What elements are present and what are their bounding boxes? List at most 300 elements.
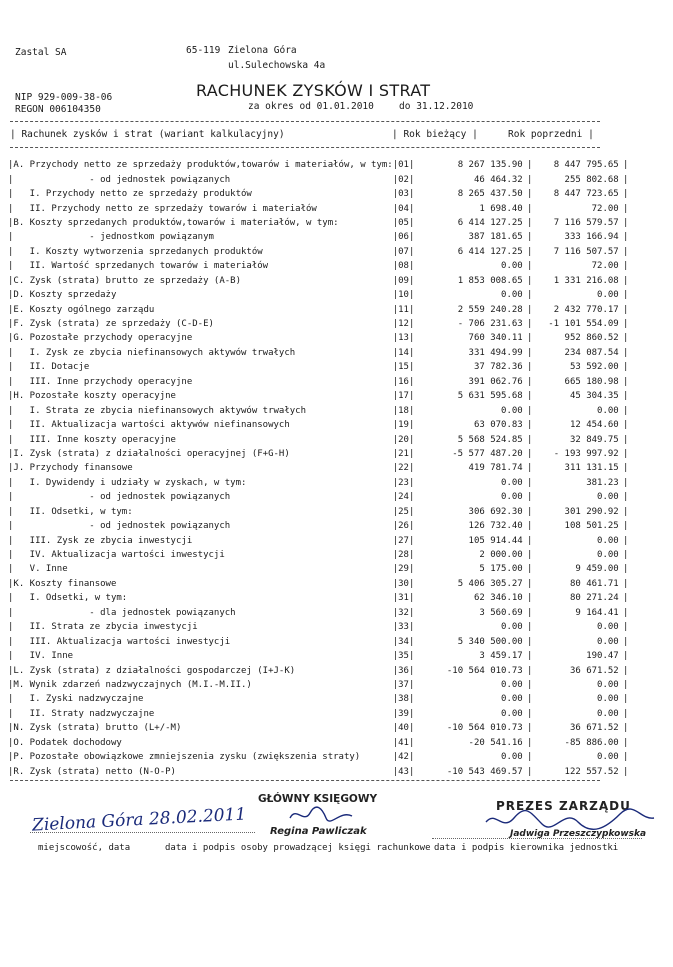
row-border: | bbox=[623, 578, 629, 589]
row-number: |20| bbox=[392, 434, 415, 445]
table-row bbox=[8, 216, 629, 230]
row-border: | bbox=[8, 535, 14, 546]
row-separator: | bbox=[527, 347, 533, 358]
row-number: |43| bbox=[392, 766, 415, 777]
header-previous: Rok poprzedni bbox=[508, 129, 583, 140]
table-row bbox=[8, 736, 629, 750]
row-number: |05| bbox=[392, 217, 415, 228]
row-number: |24| bbox=[392, 492, 415, 503]
row-border: | bbox=[8, 723, 14, 734]
row-label: I. Przychody netto ze sprzedaży produktów bbox=[13, 189, 252, 200]
place-date-line bbox=[30, 832, 255, 833]
row-current-value: - 706 231.63 bbox=[457, 319, 523, 330]
row-border: | bbox=[623, 304, 629, 315]
row-current-value: 0.00 bbox=[501, 290, 523, 301]
row-separator: | bbox=[527, 362, 533, 373]
row-label: - od jednostek powiązanych bbox=[13, 492, 231, 503]
table-row bbox=[8, 158, 629, 172]
row-border: | bbox=[623, 607, 629, 618]
row-border: | bbox=[8, 304, 14, 315]
row-separator: | bbox=[527, 737, 533, 748]
period-from: 01.01.2010 bbox=[316, 101, 374, 112]
row-border: | bbox=[623, 622, 629, 633]
row-label: B. Koszty sprzedanych produktów,towarów i materiałów, w tym: bbox=[13, 217, 339, 228]
row-label: I. Zyski nadzwyczajne bbox=[13, 694, 144, 705]
row-border: | bbox=[8, 275, 14, 286]
row-previous-value: 72.00 bbox=[591, 203, 619, 214]
company-street: ul.Sulechowska 4a bbox=[228, 60, 326, 71]
row-number: |23| bbox=[392, 477, 415, 488]
row-previous-value: 0.00 bbox=[597, 290, 619, 301]
row-previous-value: 7 116 507.57 bbox=[553, 246, 619, 257]
president-name: Jadwiga Przeszczypkowska bbox=[510, 829, 647, 839]
row-border: | bbox=[8, 261, 14, 272]
row-separator: | bbox=[527, 622, 533, 633]
row-number: |40| bbox=[392, 723, 415, 734]
row-previous-value: 108 501.25 bbox=[564, 521, 619, 532]
row-previous-value: 7 116 579.57 bbox=[553, 217, 619, 228]
row-number: |11| bbox=[392, 304, 415, 315]
row-current-value: 0.00 bbox=[501, 708, 523, 719]
row-border: | bbox=[623, 506, 629, 517]
row-previous-value: 0.00 bbox=[597, 752, 619, 763]
row-previous-value: 45 304.35 bbox=[569, 391, 619, 402]
divider-bottom bbox=[10, 780, 600, 781]
row-current-value: 3 459.17 bbox=[479, 651, 523, 662]
row-border: | bbox=[623, 232, 629, 243]
row-border: | bbox=[623, 694, 629, 705]
row-separator: | bbox=[527, 694, 533, 705]
table-row bbox=[8, 418, 629, 432]
row-current-value: 387 181.65 bbox=[468, 232, 523, 243]
table-row bbox=[8, 692, 629, 706]
row-previous-value: 0.00 bbox=[597, 636, 619, 647]
row-border: | bbox=[8, 506, 14, 517]
row-separator: | bbox=[527, 651, 533, 662]
row-border: | bbox=[623, 347, 629, 358]
row-separator: | bbox=[527, 246, 533, 257]
row-number: |37| bbox=[392, 679, 415, 690]
row-border: | bbox=[8, 217, 14, 228]
row-separator: | bbox=[527, 405, 533, 416]
table-row bbox=[8, 317, 629, 331]
row-border: | bbox=[8, 564, 14, 575]
table-row bbox=[8, 302, 629, 316]
row-current-value: -10 543 469.57 bbox=[446, 766, 523, 777]
row-number: |04| bbox=[392, 203, 415, 214]
row-label: IV. Inne bbox=[13, 651, 74, 662]
row-label: E. Koszty ogólnego zarządu bbox=[13, 304, 155, 315]
row-separator: | bbox=[527, 636, 533, 647]
row-separator: | bbox=[527, 521, 533, 532]
table-row bbox=[8, 259, 629, 273]
row-current-value: 0.00 bbox=[501, 477, 523, 488]
row-border: | bbox=[8, 550, 14, 561]
row-current-value: 0.00 bbox=[501, 694, 523, 705]
row-current-value: 419 781.74 bbox=[468, 463, 523, 474]
row-current-value: 5 568 524.85 bbox=[457, 434, 523, 445]
row-number: |14| bbox=[392, 347, 415, 358]
row-label: M. Wynik zdarzeń nadzwyczajnych (M.I.-M.II.) bbox=[13, 679, 252, 690]
row-separator: | bbox=[527, 679, 533, 690]
table-row bbox=[8, 461, 629, 475]
table-row bbox=[8, 606, 629, 620]
table-row bbox=[8, 201, 629, 215]
header-previous-col: Rok poprzedni | bbox=[508, 129, 594, 140]
row-label: III. Zysk ze zbycia inwestycji bbox=[13, 535, 193, 546]
row-label: III. Inne koszty operacyjne bbox=[13, 434, 176, 445]
row-separator: | bbox=[527, 203, 533, 214]
president-line bbox=[432, 838, 642, 839]
row-border: | bbox=[623, 290, 629, 301]
row-label: II. Wartość sprzedanych towarów i materiałów bbox=[13, 261, 269, 272]
row-border: | bbox=[8, 246, 14, 257]
row-current-value: 0.00 bbox=[501, 261, 523, 272]
row-previous-value: 952 860.52 bbox=[564, 333, 619, 344]
row-label: N. Zysk (strata) brutto (L+/-M) bbox=[13, 723, 182, 734]
row-border: | bbox=[8, 651, 14, 662]
row-current-value: 62 346.10 bbox=[473, 593, 523, 604]
row-number: |34| bbox=[392, 636, 415, 647]
table-row bbox=[8, 548, 629, 562]
row-border: | bbox=[623, 550, 629, 561]
row-border: | bbox=[8, 665, 14, 676]
row-border: | bbox=[8, 607, 14, 618]
row-border: | bbox=[8, 434, 14, 445]
place-date-handwritten: Zielona Góra 28.02.2011 bbox=[31, 804, 247, 836]
row-border: | bbox=[8, 174, 14, 185]
row-border: | bbox=[8, 160, 14, 171]
row-border: | bbox=[623, 261, 629, 272]
row-number: |18| bbox=[392, 405, 415, 416]
row-number: |26| bbox=[392, 521, 415, 532]
table-row bbox=[8, 678, 629, 692]
row-number: |39| bbox=[392, 708, 415, 719]
row-separator: | bbox=[527, 463, 533, 474]
row-border: | bbox=[623, 593, 629, 604]
row-previous-value: 301 290.92 bbox=[564, 506, 619, 517]
row-current-value: 5 175.00 bbox=[479, 564, 523, 575]
row-current-value: 0.00 bbox=[501, 752, 523, 763]
table-row bbox=[8, 288, 629, 302]
row-separator: | bbox=[527, 290, 533, 301]
row-previous-value: -1 101 554.09 bbox=[548, 319, 619, 330]
row-separator: | bbox=[527, 217, 533, 228]
row-previous-value: 12 454.60 bbox=[569, 420, 619, 431]
row-border: | bbox=[623, 463, 629, 474]
row-border: | bbox=[623, 420, 629, 431]
row-border: | bbox=[8, 622, 14, 633]
row-border: | bbox=[623, 492, 629, 503]
row-label: I. Zysk (strata) z działalności operacyjnej (F+G-H) bbox=[13, 448, 290, 459]
row-separator: | bbox=[527, 275, 533, 286]
row-label: II. Odsetki, w tym: bbox=[13, 506, 133, 517]
row-number: |38| bbox=[392, 694, 415, 705]
row-previous-value: 190.47 bbox=[586, 651, 619, 662]
row-label: III. Inne przychody operacyjne bbox=[13, 376, 193, 387]
row-previous-value: 0.00 bbox=[597, 492, 619, 503]
row-previous-value: 72.00 bbox=[591, 261, 619, 272]
row-border: | bbox=[623, 636, 629, 647]
row-border: | bbox=[623, 766, 629, 777]
row-previous-value: 32 849.75 bbox=[569, 434, 619, 445]
row-number: |02| bbox=[392, 174, 415, 185]
row-border: | bbox=[8, 752, 14, 763]
row-previous-value: 665 180.98 bbox=[564, 376, 619, 387]
row-previous-value: 122 557.52 bbox=[564, 766, 619, 777]
row-current-value: 5 631 595.68 bbox=[457, 391, 523, 402]
table-row bbox=[8, 577, 629, 591]
row-previous-value: 0.00 bbox=[597, 679, 619, 690]
row-previous-value: 1 331 216.08 bbox=[553, 275, 619, 286]
row-label: A. Przychody netto ze sprzedaży produktów,towarów i materiałów, w tym: bbox=[13, 160, 393, 171]
row-number: |28| bbox=[392, 550, 415, 561]
table-row bbox=[8, 476, 629, 490]
row-current-value: 306 692.30 bbox=[468, 506, 523, 517]
row-number: |22| bbox=[392, 463, 415, 474]
divider-header bbox=[10, 147, 600, 148]
row-current-value: 0.00 bbox=[501, 405, 523, 416]
row-number: |30| bbox=[392, 578, 415, 589]
period-to-label: do bbox=[399, 101, 411, 112]
row-current-value: 2 559 240.28 bbox=[457, 304, 523, 315]
row-label: I. Zysk ze zbycia niefinansowych aktywów trwałych bbox=[13, 347, 296, 358]
row-previous-value: 8 447 795.65 bbox=[553, 160, 619, 171]
row-border: | bbox=[623, 448, 629, 459]
table-row bbox=[8, 663, 629, 677]
table-row bbox=[8, 274, 629, 288]
row-current-value: 2 000.00 bbox=[479, 550, 523, 561]
row-label: F. Zysk (strata) ze sprzedaży (C-D-E) bbox=[13, 319, 214, 330]
row-label: II. Strata ze zbycia inwestycji bbox=[13, 622, 198, 633]
president-stamp: PREZES ZARZĄDU bbox=[496, 799, 631, 813]
president-caption: data i podpis kierownika jednostki bbox=[434, 843, 619, 853]
row-previous-value: 80 461.71 bbox=[569, 578, 619, 589]
row-separator: | bbox=[527, 232, 533, 243]
row-separator: | bbox=[527, 593, 533, 604]
row-number: |27| bbox=[392, 535, 415, 546]
row-separator: | bbox=[527, 420, 533, 431]
row-separator: | bbox=[527, 391, 533, 402]
row-number: |08| bbox=[392, 261, 415, 272]
row-previous-value: 2 432 770.17 bbox=[553, 304, 619, 315]
table-row bbox=[8, 707, 629, 721]
row-border: | bbox=[623, 246, 629, 257]
row-border: | bbox=[8, 189, 14, 200]
row-label: O. Podatek dochodowy bbox=[13, 737, 122, 748]
table-row bbox=[8, 505, 629, 519]
document-title: RACHUNEK ZYSKÓW I STRAT bbox=[196, 81, 431, 100]
row-border: | bbox=[623, 521, 629, 532]
row-separator: | bbox=[527, 578, 533, 589]
row-border: | bbox=[8, 203, 14, 214]
row-label: R. Zysk (strata) netto (N-O-P) bbox=[13, 766, 176, 777]
row-current-value: 37 782.36 bbox=[473, 362, 523, 373]
row-current-value: -20 541.16 bbox=[468, 737, 523, 748]
row-previous-value: 9 459.00 bbox=[575, 564, 619, 575]
row-separator: | bbox=[527, 174, 533, 185]
row-previous-value: 0.00 bbox=[597, 405, 619, 416]
row-separator: | bbox=[527, 448, 533, 459]
row-current-value: 391 062.76 bbox=[468, 376, 523, 387]
row-current-value: 0.00 bbox=[501, 679, 523, 690]
row-current-value: 760 340.11 bbox=[468, 333, 523, 344]
row-current-value: 126 732.40 bbox=[468, 521, 523, 532]
row-border: | bbox=[623, 362, 629, 373]
table-row bbox=[8, 490, 629, 504]
row-label: L. Zysk (strata) z działalności gospodarczej (I+J-K) bbox=[13, 665, 296, 676]
row-label: II. Straty nadzwyczajne bbox=[13, 708, 155, 719]
table-row bbox=[8, 331, 629, 345]
row-separator: | bbox=[527, 434, 533, 445]
table-row bbox=[8, 649, 629, 663]
table-row bbox=[8, 721, 629, 735]
table-row bbox=[8, 375, 629, 389]
row-previous-value: 0.00 bbox=[597, 550, 619, 561]
row-separator: | bbox=[527, 506, 533, 517]
row-previous-value: 0.00 bbox=[597, 622, 619, 633]
row-separator: | bbox=[527, 665, 533, 676]
table-row bbox=[8, 346, 629, 360]
row-current-value: 3 560.69 bbox=[479, 607, 523, 618]
row-label: G. Pozostałe przychody operacyjne bbox=[13, 333, 193, 344]
row-separator: | bbox=[527, 333, 533, 344]
row-border: | bbox=[623, 319, 629, 330]
row-label: - od jednostek powiązanych bbox=[13, 174, 231, 185]
row-separator: | bbox=[527, 708, 533, 719]
row-label: D. Koszty sprzedaży bbox=[13, 290, 117, 301]
row-border: | bbox=[8, 593, 14, 604]
row-border: | bbox=[623, 752, 629, 763]
row-label: I. Dywidendy i udziały w zyskach, w tym: bbox=[13, 477, 247, 488]
company-nip: NIP 929-009-38-06 bbox=[15, 92, 113, 103]
row-current-value: 5 340 500.00 bbox=[457, 636, 523, 647]
period-prefix: za okres od bbox=[248, 101, 311, 112]
row-previous-value: 333 166.94 bbox=[564, 232, 619, 243]
table-row bbox=[8, 634, 629, 648]
row-current-value: 0.00 bbox=[501, 622, 523, 633]
row-separator: | bbox=[527, 766, 533, 777]
row-label: - dla jednostek powiązanych bbox=[13, 607, 236, 618]
row-number: |17| bbox=[392, 391, 415, 402]
table-row bbox=[8, 172, 629, 186]
row-border: | bbox=[8, 708, 14, 719]
row-number: |25| bbox=[392, 506, 415, 517]
row-border: | bbox=[623, 564, 629, 575]
row-border: | bbox=[623, 405, 629, 416]
row-label: I. Koszty wytworzenia sprzedanych produktów bbox=[13, 246, 263, 257]
row-label: II. Dotacje bbox=[13, 362, 90, 373]
row-border: | bbox=[8, 333, 14, 344]
row-previous-value: 0.00 bbox=[597, 708, 619, 719]
row-border: | bbox=[623, 275, 629, 286]
row-separator: | bbox=[527, 723, 533, 734]
period-end bbox=[399, 101, 473, 112]
period bbox=[248, 101, 374, 112]
row-border: | bbox=[623, 160, 629, 171]
table-row bbox=[8, 432, 629, 446]
row-current-value: -10 564 010.73 bbox=[446, 665, 523, 676]
row-border: | bbox=[8, 636, 14, 647]
row-border: | bbox=[8, 521, 14, 532]
accountant-caption: data i podpis osoby prowadzącej księgi rachunkowe bbox=[165, 843, 431, 853]
row-current-value: 0.00 bbox=[501, 492, 523, 503]
row-label: P. Pozostałe obowiązkowe zmniejszenia zysku (zwiększenia straty) bbox=[13, 752, 361, 763]
table-row bbox=[8, 591, 629, 605]
row-number: |01| bbox=[392, 160, 415, 171]
row-previous-value: 311 131.15 bbox=[564, 463, 619, 474]
divider-top bbox=[10, 121, 600, 122]
company-city: Zielona Góra bbox=[228, 45, 297, 56]
row-number: |13| bbox=[392, 333, 415, 344]
accountant-name: Regina Pawliczak bbox=[270, 826, 367, 837]
row-previous-value: 8 447 723.65 bbox=[553, 189, 619, 200]
period-to: 31.12.2010 bbox=[416, 101, 474, 112]
row-border: | bbox=[8, 679, 14, 690]
row-number: |16| bbox=[392, 376, 415, 387]
company-name: Zastal SA bbox=[15, 47, 67, 58]
company-regon: REGON 006104350 bbox=[15, 104, 101, 115]
table-row bbox=[8, 519, 629, 533]
row-current-value: 46 464.32 bbox=[473, 174, 523, 185]
row-separator: | bbox=[527, 261, 533, 272]
row-label: III. Aktualizacja wartości inwestycji bbox=[13, 636, 231, 647]
income-statement-table bbox=[8, 158, 629, 779]
row-label: - jednostkom powiązanym bbox=[13, 232, 214, 243]
row-border: | bbox=[8, 448, 14, 459]
row-number: |29| bbox=[392, 564, 415, 575]
row-border: | bbox=[623, 651, 629, 662]
row-number: |21| bbox=[392, 448, 415, 459]
row-separator: | bbox=[527, 304, 533, 315]
row-previous-value: 80 271.24 bbox=[569, 593, 619, 604]
row-border: | bbox=[623, 333, 629, 344]
row-border: | bbox=[623, 665, 629, 676]
header-current: Rok bieżący bbox=[403, 129, 467, 140]
row-previous-value: 36 671.52 bbox=[569, 723, 619, 734]
row-border: | bbox=[623, 737, 629, 748]
row-current-value: 63 070.83 bbox=[473, 420, 523, 431]
row-number: |42| bbox=[392, 752, 415, 763]
row-label: II. Aktualizacja wartości aktywów niefinansowych bbox=[13, 420, 290, 431]
row-border: | bbox=[623, 217, 629, 228]
row-label: - od jednostek powiązanych bbox=[13, 521, 231, 532]
row-previous-value: 0.00 bbox=[597, 535, 619, 546]
row-label: H. Pozostałe koszty operacyjne bbox=[13, 391, 176, 402]
table-row bbox=[8, 533, 629, 547]
table-row bbox=[8, 187, 629, 201]
table-row bbox=[8, 389, 629, 403]
row-border: | bbox=[8, 391, 14, 402]
row-current-value: 1 698.40 bbox=[479, 203, 523, 214]
row-border: | bbox=[8, 362, 14, 373]
row-separator: | bbox=[527, 752, 533, 763]
row-number: |41| bbox=[392, 737, 415, 748]
row-border: | bbox=[8, 578, 14, 589]
row-border: | bbox=[623, 535, 629, 546]
row-number: |09| bbox=[392, 275, 415, 286]
row-border: | bbox=[8, 290, 14, 301]
row-label: C. Zysk (strata) brutto ze sprzedaży (A-B) bbox=[13, 275, 241, 286]
row-label: I. Odsetki, w tym: bbox=[13, 593, 128, 604]
row-number: |12| bbox=[392, 319, 415, 330]
row-separator: | bbox=[527, 477, 533, 488]
row-border: | bbox=[8, 420, 14, 431]
row-label: I. Strata ze zbycia niefinansowych aktywów trwałych bbox=[13, 405, 307, 416]
row-separator: | bbox=[527, 492, 533, 503]
table-row bbox=[8, 403, 629, 417]
table-row bbox=[8, 620, 629, 634]
